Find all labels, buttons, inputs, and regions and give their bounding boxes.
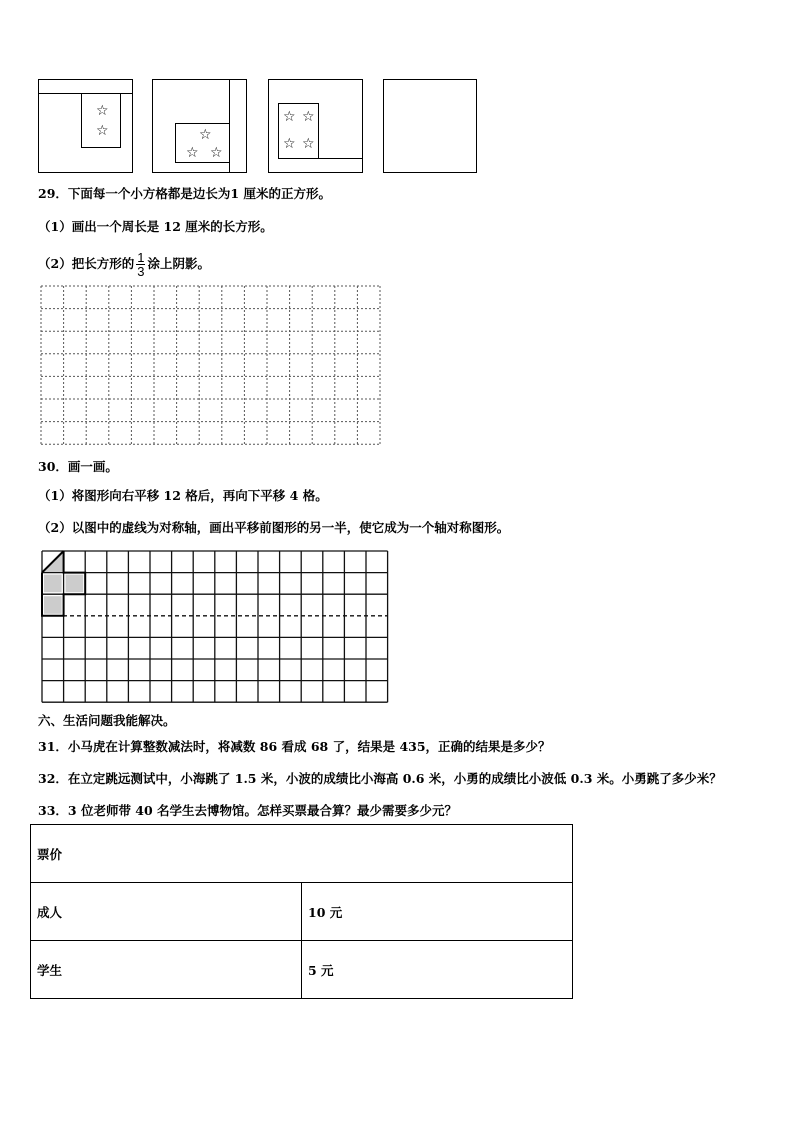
star-icon: ☆ — [302, 109, 315, 125]
pattern-figure-answer-box[interactable] — [383, 79, 477, 173]
star-icon: ☆ — [199, 127, 212, 143]
q29-title: 29．下面每一个小方格都是边长为1 厘米的正方形。 — [38, 186, 331, 201]
star-icon: ☆ — [210, 145, 223, 161]
fraction-one-third — [136, 251, 145, 278]
fraction-numerator: 1 — [137, 250, 145, 265]
ticket-type-cell: 成人 — [31, 883, 302, 941]
q32-text: 32．在立定跳远测试中，小海跳了 1.5 米，小波的成绩比小海高 0.6 米，小勇的成绩比小波低 0.3 米。小勇跳了多少米？ — [38, 771, 722, 786]
ticket-price-cell: 10 元 — [302, 883, 573, 941]
ticket-price-table — [30, 824, 573, 999]
star-icon: ☆ — [283, 109, 296, 125]
q30-part2: （2）以图中的虚线为对称轴，画出平移前图形的另一半，使它成为一个轴对称图形。 — [38, 520, 510, 535]
table-row — [31, 941, 573, 999]
star-icon: ☆ — [302, 136, 315, 152]
shaded-cell — [44, 596, 62, 614]
section6-title: 六、生活问题我能解决。 — [38, 713, 176, 728]
pattern-figure-2 — [152, 79, 247, 173]
q29-part2-after: 涂上阴影。 — [147, 256, 210, 271]
star-icon: ☆ — [96, 103, 109, 119]
ticket-price-cell: 5 元 — [302, 941, 573, 999]
shaded-cell — [66, 575, 84, 593]
table-header-row — [31, 825, 573, 883]
q30-part1: （1）将图形向右平移 12 格后，再向下平移 4 格。 — [38, 488, 328, 503]
table-row — [31, 883, 573, 941]
ticket-type-cell: 学生 — [31, 941, 302, 999]
star-icon: ☆ — [283, 136, 296, 152]
table-header-cell: 票价 — [31, 825, 573, 883]
q29-part2-before: （2）把长方形的 — [38, 256, 135, 271]
q29-part2 — [38, 246, 210, 282]
star-icon: ☆ — [96, 123, 109, 139]
q33-text: 33．3 位老师带 40 名学生去博物馆。怎样买票最合算？最少需要多少元？ — [38, 803, 458, 818]
translation-grid[interactable] — [41, 550, 389, 704]
dotted-square-grid[interactable] — [40, 285, 382, 447]
star-icon: ☆ — [186, 145, 199, 161]
shaded-cell — [44, 575, 62, 593]
pattern-figure-1-inner — [81, 93, 121, 148]
q31-text: 31．小马虎在计算整数减法时，将减数 86 看成 68 了，结果是 435，正确的结果是多少？ — [38, 739, 551, 754]
q30-title: 30．画一画。 — [38, 459, 118, 474]
q29-part1: （1）画出一个周长是 12 厘米的长方形。 — [38, 219, 273, 234]
fraction-denominator: 3 — [137, 264, 145, 279]
pattern-figure-3 — [268, 79, 363, 173]
pattern-figure-1 — [38, 79, 133, 173]
